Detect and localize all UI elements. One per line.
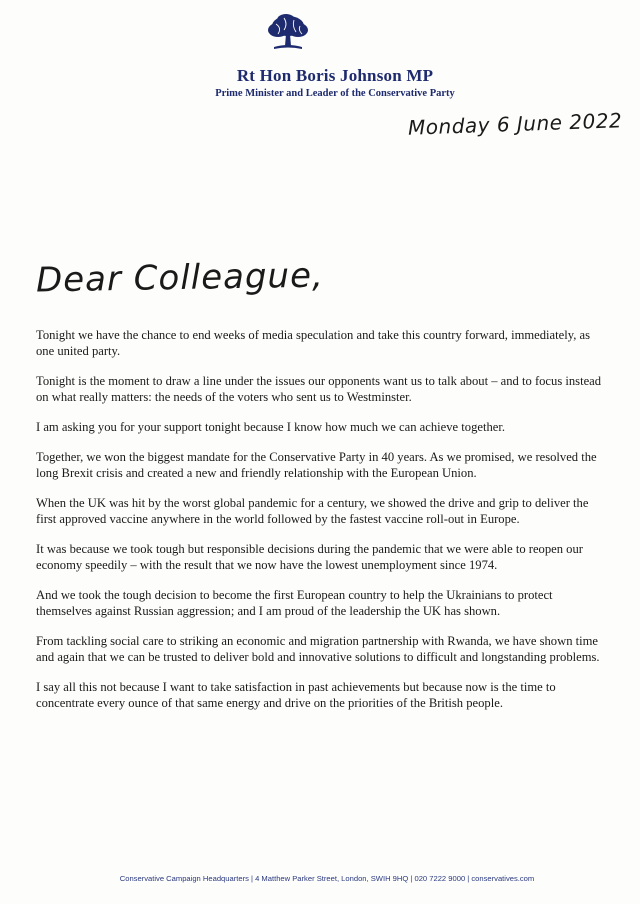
conservative-tree-icon (264, 12, 312, 52)
body-paragraph: I am asking you for your support tonight because I know how much we can achieve together. (36, 420, 505, 434)
body-paragraph: When the UK was hit by the worst global pandemic for a century, we showed the drive and grip to deliver the first approved vaccine anywhere in the world followed by the fastest vaccine roll-out in Europe. (36, 496, 589, 526)
body-paragraph: It was because we took tough but responsible decisions during the pandemic that we were able to reopen our economy speedily – with the result that we now have the lowest unemployment since 1974. (36, 542, 583, 572)
body-paragraph: From tackling social care to striking an economic and migration partnership with Rwanda, we have shown time and again that we can be trusted to deliver bold and innovative solutions to difficult and longstanding problems. (36, 634, 600, 664)
letterhead-footer: Conservative Campaign Headquarters | 4 Matthew Parker Street, London, SWIH 9HQ | 020 7222 9000 | conservatives.com (119, 874, 535, 883)
letterhead-role: Prime Minister and Leader of the Conservative Party (215, 88, 455, 99)
body-paragraph: Tonight is the moment to draw a line under the issues our opponents want us to talk about – and to focus instead on what really matters: the needs of the voters who sent us to Westminster. (36, 374, 602, 404)
body-paragraph: Together, we won the biggest mandate for the Conservative Party in 40 years. As we promised, we resolved the long Brexit crisis and created a new and friendly relationship with the European Union. (36, 450, 597, 480)
body-paragraph: And we took the tough decision to become the first European country to help the Ukrainians to protect themselves against Russian aggression; and I am proud of the leadership the UK has shown. (36, 588, 553, 618)
handwritten-date: Monday 6 June 2022 (407, 108, 623, 140)
letterhead-name: Rt Hon Boris Johnson MP (236, 66, 434, 85)
handwritten-salutation: Dear Colleague, (35, 255, 325, 301)
body-paragraph: Tonight we have the chance to end weeks of media speculation and take this country forward, immediately, as one united party. (36, 328, 590, 358)
body-paragraph: I say all this not because I want to take satisfaction in past achievements but because now is the time to concentrate every ounce of that same energy and drive on the priorities of the British people. (36, 680, 556, 710)
letter-body (36, 327, 608, 725)
